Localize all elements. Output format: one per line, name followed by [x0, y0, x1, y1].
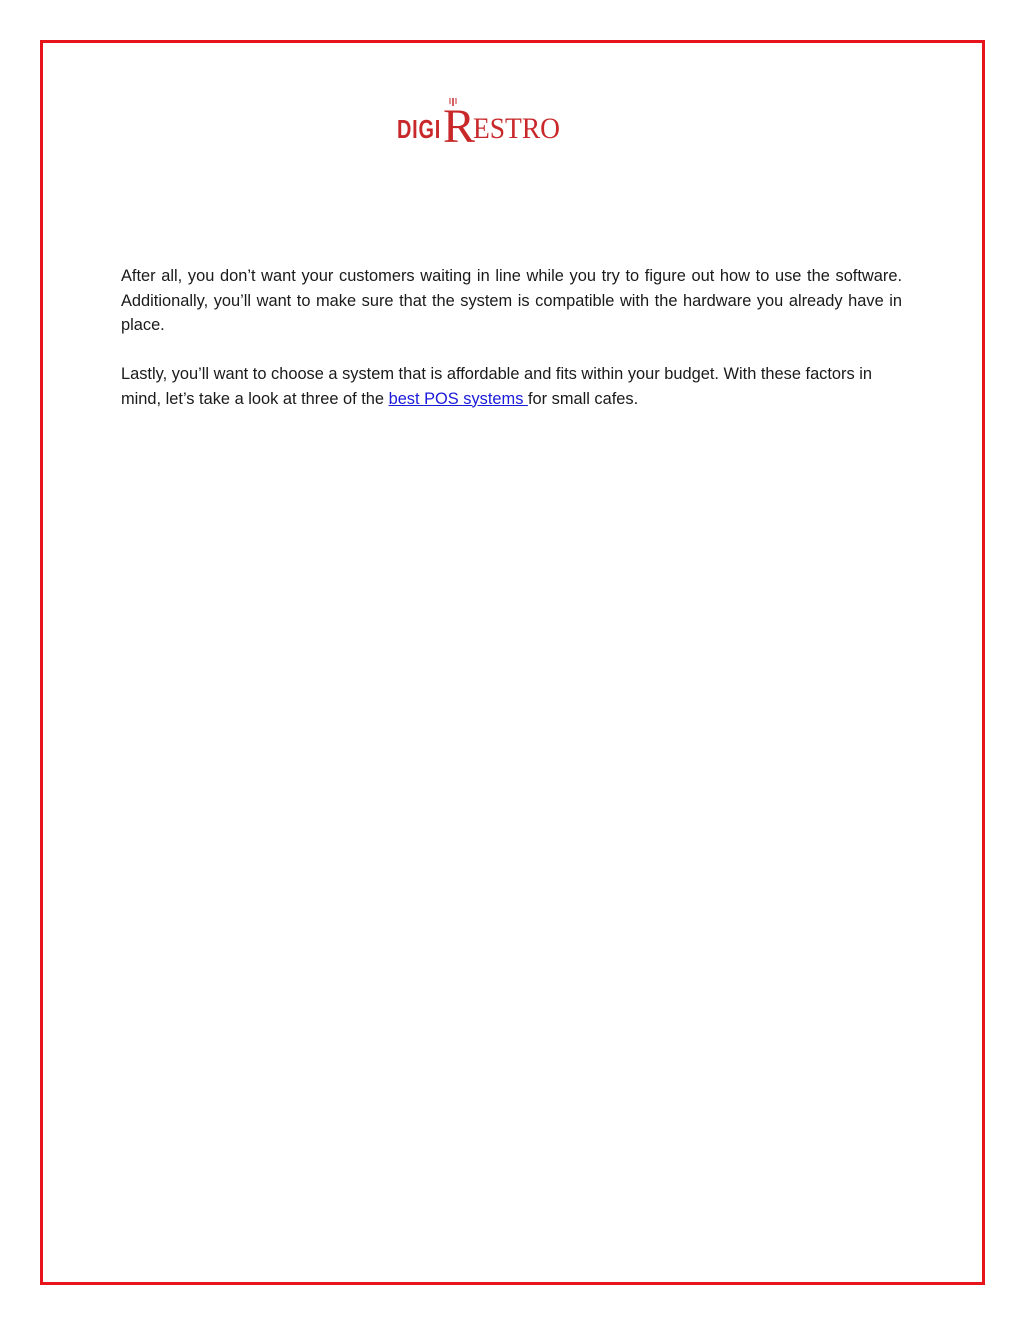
paragraph-2	[121, 362, 902, 411]
paragraph-2-text-before-link: Lastly, you’ll want to choose a system that is affordable and fits within your budget. With these factors in mind, let’s take a look at three of the	[121, 365, 873, 408]
page-border	[40, 40, 985, 1285]
svg-text:DIGI: DIGI	[397, 114, 441, 144]
best-pos-systems-link[interactable]: best POS systems	[388, 389, 528, 408]
svg-text:R: R	[443, 100, 476, 148]
document-body	[121, 264, 902, 436]
paragraph-1: After all, you don’t want your customers waiting in line while you try to figure out how to use the software. Additionally, you’ll want to make sure that the system is compatible with the hardware you already have in place.	[121, 267, 902, 334]
logo-graphic	[397, 96, 562, 148]
paragraph-2-text-after-link: for small cafes.	[527, 389, 639, 408]
digirestro-logo	[397, 96, 562, 148]
svg-text:ESTRO: ESTRO	[473, 112, 560, 145]
